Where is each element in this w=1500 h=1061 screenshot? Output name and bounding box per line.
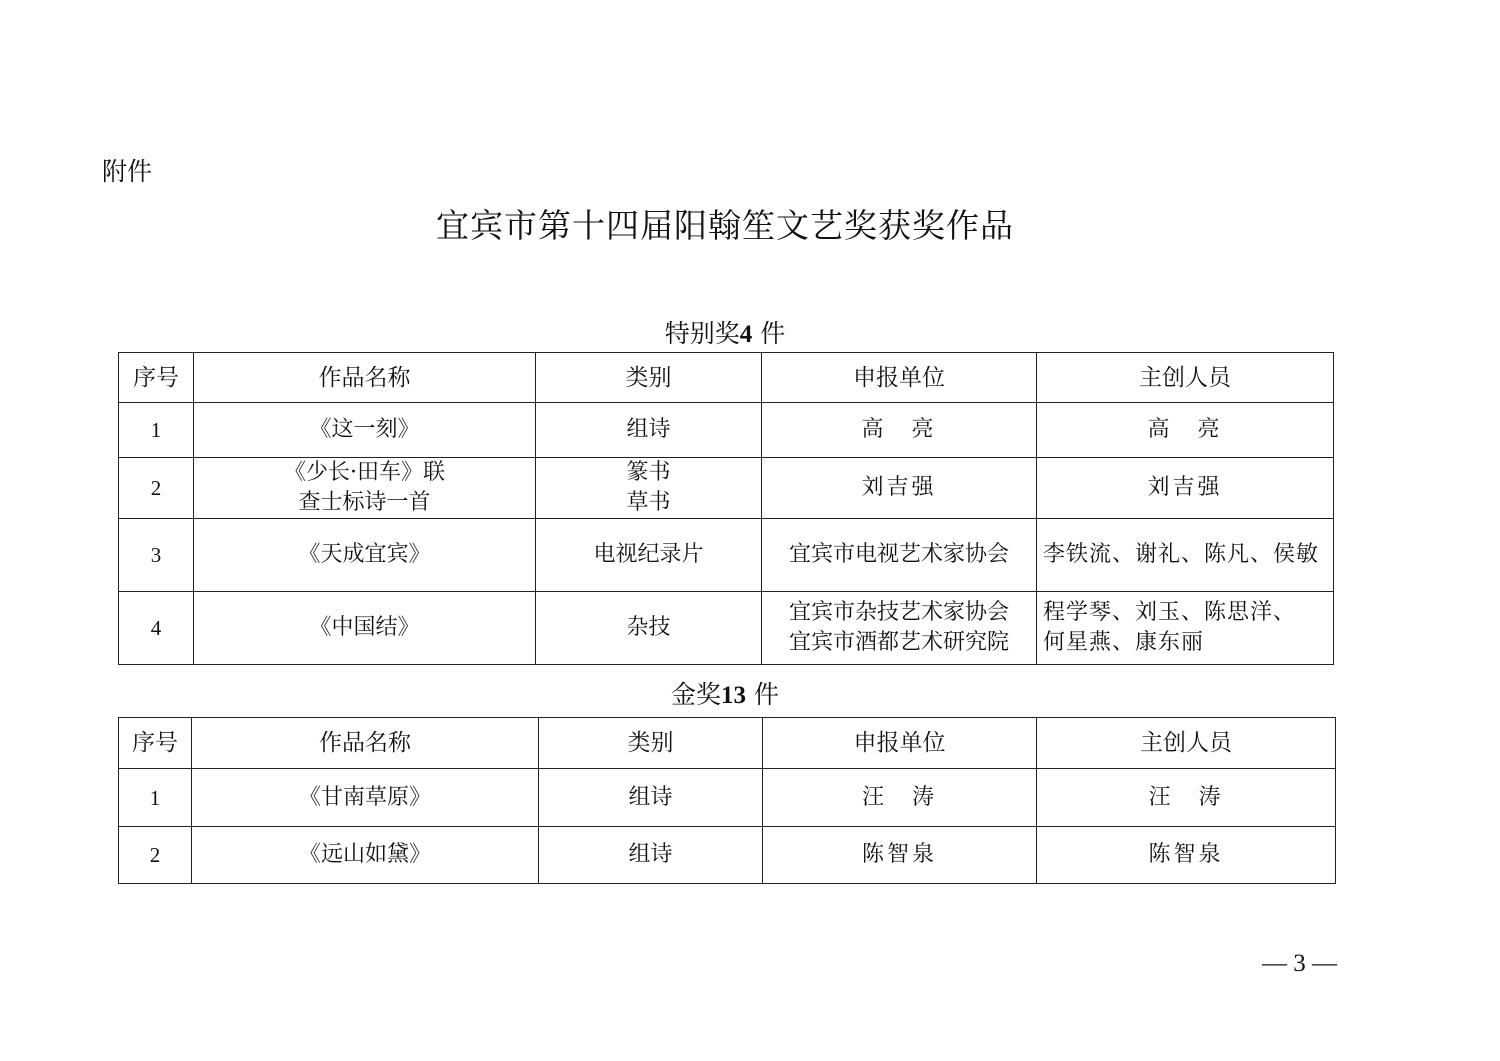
creators-line: 程学琴、刘玉、陈思洋、	[1043, 600, 1297, 625]
row-index: 3	[119, 519, 194, 592]
work-title-line: 《少长·田车》联	[284, 460, 445, 485]
category: 杂技	[536, 592, 762, 665]
attachment-label: 附件	[102, 157, 153, 186]
creators: 李铁流、谢礼、陈凡、侯敏	[1037, 519, 1334, 592]
header-creators: 主创人员	[1037, 718, 1336, 769]
submitting-unit: 高 亮	[762, 403, 1037, 458]
work-title: 《中国结》	[194, 592, 536, 665]
header-submitting-unit: 申报单位	[763, 718, 1037, 769]
work-title: 《甘南草原》	[192, 769, 539, 827]
row-index: 1	[119, 769, 192, 827]
header-work-title: 作品名称	[192, 718, 539, 769]
row-index: 1	[119, 403, 194, 458]
gold-award-count: 13	[721, 682, 747, 709]
header-category: 类别	[539, 718, 763, 769]
creators: 汪 涛	[1037, 769, 1336, 827]
row-index: 4	[119, 592, 194, 665]
submitting-unit	[762, 592, 1037, 665]
gold-award-heading-suffix: 件	[753, 680, 779, 709]
category: 组诗	[539, 769, 763, 827]
gold-award-heading	[0, 675, 1450, 711]
special-award-count: 4	[739, 321, 753, 348]
category: 组诗	[539, 827, 763, 884]
work-title: 《远山如黛》	[192, 827, 539, 884]
creators: 高 亮	[1037, 403, 1334, 458]
special-award-heading-prefix: 特别奖	[664, 319, 740, 348]
special-award-table	[118, 352, 1334, 665]
work-title-line: 查士标诗一首	[298, 490, 431, 515]
category: 组诗	[536, 403, 762, 458]
creators	[1037, 592, 1334, 665]
header-submitting-unit: 申报单位	[762, 353, 1037, 403]
submitting-unit: 陈智泉	[763, 827, 1037, 884]
submitting-unit-line: 宜宾市酒都艺术研究院	[788, 630, 1009, 655]
header-work-title: 作品名称	[194, 353, 536, 403]
category: 电视纪录片	[536, 519, 762, 592]
special-award-heading	[0, 314, 1450, 350]
work-title	[194, 458, 536, 519]
header-index: 序号	[119, 718, 192, 769]
category-line: 篆书	[626, 460, 671, 485]
submitting-unit-line: 宜宾市杂技艺术家协会	[788, 600, 1009, 625]
table-row	[119, 519, 1334, 592]
submitting-unit: 宜宾市电视艺术家协会	[762, 519, 1037, 592]
table-row	[119, 592, 1334, 665]
table-row	[119, 769, 1336, 827]
special-award-heading-suffix: 件	[760, 319, 786, 348]
gold-award-heading-prefix: 金奖	[671, 680, 722, 709]
header-category: 类别	[536, 353, 762, 403]
row-index: 2	[119, 458, 194, 519]
category	[536, 458, 762, 519]
table-row	[119, 458, 1334, 519]
creators: 陈智泉	[1037, 827, 1336, 884]
gold-award-table	[118, 717, 1336, 884]
table-header-row	[119, 353, 1334, 403]
work-title: 《这一刻》	[194, 403, 536, 458]
header-index: 序号	[119, 353, 194, 403]
table-header-row	[119, 718, 1336, 769]
submitting-unit: 刘吉强	[762, 458, 1037, 519]
row-index: 2	[119, 827, 192, 884]
creators: 刘吉强	[1037, 458, 1334, 519]
table-row	[119, 403, 1334, 458]
creators-line: 何星燕、康东丽	[1043, 630, 1205, 655]
submitting-unit: 汪 涛	[763, 769, 1037, 827]
header-creators: 主创人员	[1037, 353, 1334, 403]
document-title: 宜宾市第十四届阳翰笙文艺奖获奖作品	[436, 206, 1014, 245]
work-title: 《天成宜宾》	[194, 519, 536, 592]
category-line: 草书	[626, 490, 671, 515]
page-number: — 3 —	[1262, 950, 1337, 977]
table-row	[119, 827, 1336, 884]
